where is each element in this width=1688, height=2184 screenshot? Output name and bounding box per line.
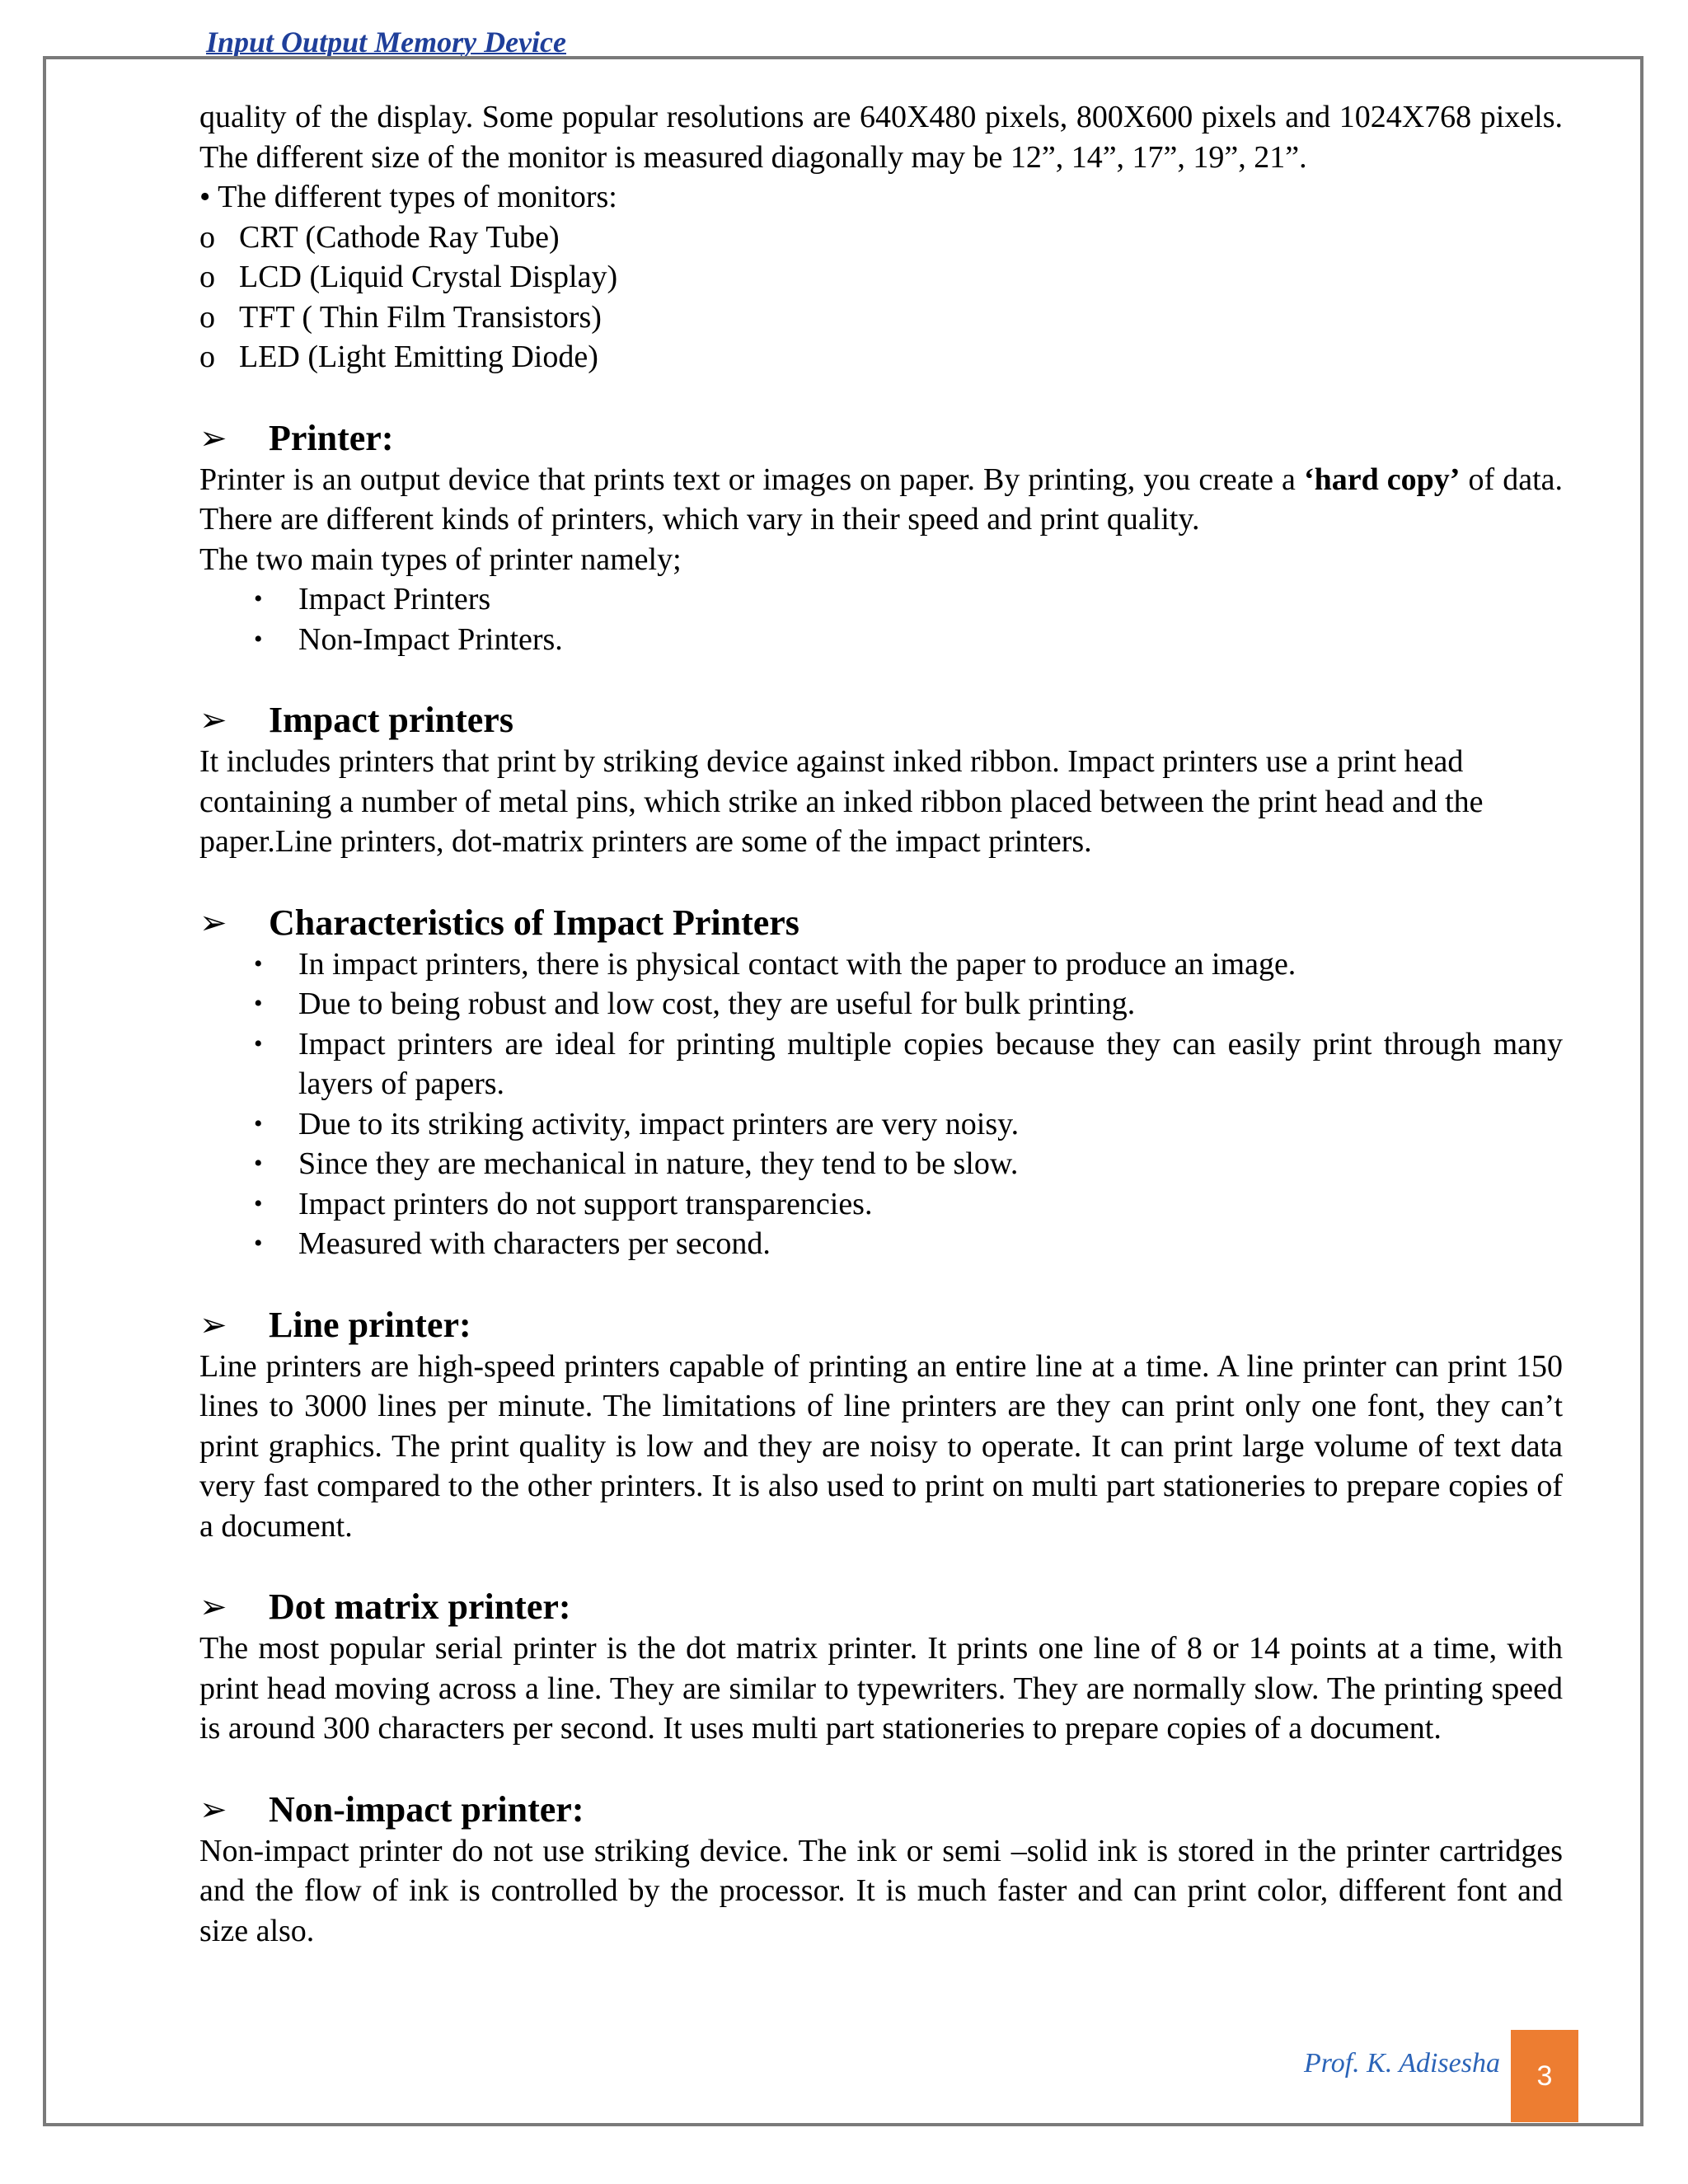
list-item: • Measured with characters per second. bbox=[254, 1224, 1563, 1264]
bullet-icon: • bbox=[254, 949, 263, 977]
list-item: • Impact Printers bbox=[254, 579, 1563, 620]
list-item: • Due to being robust and low cost, they are useful for bulk printing. bbox=[254, 984, 1563, 1024]
monitor-type-item: o LCD (Liquid Crystal Display) bbox=[199, 257, 1563, 298]
arrow-bullet-icon: ➢ bbox=[199, 1305, 227, 1343]
list-item: • In impact printers, there is physical contact with the paper to produce an image. bbox=[254, 944, 1563, 985]
impact-paragraph: It includes printers that print by striking device against inked ribbon. Impact printers use a print head containing a number of metal pins, which strike an inked ribbon placed between the print head and the paper.Line printers, dot-matrix printers are some of the impact printers. bbox=[199, 744, 1484, 859]
bullet-icon: • bbox=[254, 625, 263, 653]
page-number: 3 bbox=[1536, 2060, 1553, 2092]
printer-types-intro: The two main types of printer namely; bbox=[199, 541, 682, 577]
section-heading-dot-matrix: ➢ Dot matrix printer: bbox=[199, 1586, 571, 1627]
list-item: • Since they are mechanical in nature, they tend to be slow. bbox=[254, 1144, 1563, 1184]
list-item: • Impact printers are ideal for printing multiple copies because they can easily print through many layers of papers. bbox=[254, 1024, 1563, 1104]
bullet-icon: • bbox=[254, 585, 263, 612]
bullet-icon: • bbox=[254, 1109, 263, 1137]
arrow-bullet-icon: ➢ bbox=[199, 701, 227, 738]
arrow-bullet-icon: ➢ bbox=[199, 1588, 227, 1625]
monitor-type-item: o CRT (Cathode Ray Tube) bbox=[199, 218, 1563, 258]
arrow-bullet-icon: ➢ bbox=[199, 419, 227, 457]
arrow-bullet-icon: ➢ bbox=[199, 903, 227, 941]
sub-bullet-marker: o bbox=[199, 340, 215, 374]
characteristics-list bbox=[199, 944, 1563, 1264]
running-header-title: Input Output Memory Device bbox=[206, 26, 566, 59]
sub-bullet-marker: o bbox=[199, 219, 215, 255]
bullet-icon: • bbox=[254, 990, 263, 1017]
dot-matrix-paragraph: The most popular serial printer is the dot matrix printer. It prints one line of 8 or 14 points at a time, with print head moving across a line. They are similar to typewriters. They are normally slow. The printing speed is around 300 characters per second. It uses multi part stationeries to prepare copies of a document. bbox=[199, 1631, 1563, 1746]
page-number-badge bbox=[1511, 2030, 1578, 2122]
list-item: • Impact printers do not support transparencies. bbox=[254, 1184, 1563, 1225]
bullet-icon: • bbox=[254, 1189, 263, 1217]
section-heading-impact-printers: ➢ Impact printers bbox=[199, 700, 513, 740]
arrow-bullet-icon: ➢ bbox=[199, 1790, 227, 1828]
sub-bullet-marker: o bbox=[199, 299, 215, 335]
section-heading-characteristics: ➢ Characteristics of Impact Printers bbox=[199, 902, 799, 943]
sub-bullet-marker: o bbox=[199, 260, 215, 294]
intro-paragraph: quality of the display. Some popular resolutions are 640X480 pixels, 800X600 pixels and 1024X768 pixels. The different size of the monitor is measured diagonally may be 12”, 14”, 17”, 19”, 21”. bbox=[199, 100, 1563, 175]
line-printer-paragraph: Line printers are high-speed printers capable of printing an entire line at a time. A line printer can print 150 lines to 3000 lines per minute. The limitations of line printers are they can print only one font, they can’t print graphics. The print quality is low and they are noisy to operate. It can print large volume of text data very fast compared to the other printers. It is also used to print on multi part stationeries to prepare copies of a document. bbox=[199, 1348, 1563, 1544]
section-heading-printer: ➢ Printer: bbox=[199, 417, 394, 458]
list-item: • Due to its striking activity, impact printers are very noisy. bbox=[254, 1104, 1563, 1145]
printer-types-list bbox=[199, 579, 1563, 659]
footer-author: Prof. K. Adisesha bbox=[1303, 2048, 1500, 2079]
section-heading-line-printer: ➢ Line printer: bbox=[199, 1304, 471, 1345]
non-impact-paragraph: Non-impact printer do not use striking device. The ink or semi –solid ink is stored in the printer cartridges and the flow of ink is controlled by the processor. It is much faster and can print color, different font and size also. bbox=[199, 1833, 1563, 1948]
list-item: • Non-Impact Printers. bbox=[254, 620, 1563, 660]
bullet-icon: • bbox=[254, 1150, 263, 1177]
bullet-icon: • bbox=[254, 1230, 263, 1257]
monitor-type-item: o TFT ( Thin Film Transistors) bbox=[199, 298, 1563, 338]
printer-paragraph: Printer is an output device that prints text or images on paper. By printing, you create a ‘hard copy’ of data. There are different kinds of printers, which vary in their speed and print quality. bbox=[199, 462, 1563, 537]
page-content bbox=[199, 97, 1563, 1951]
section-heading-non-impact: ➢ Non-impact printer: bbox=[199, 1788, 584, 1830]
bullet-icon: • bbox=[254, 1029, 263, 1057]
monitor-types-title: • The different types of monitors: bbox=[199, 180, 617, 214]
monitor-type-item: o LED (Light Emitting Diode) bbox=[199, 337, 1563, 377]
